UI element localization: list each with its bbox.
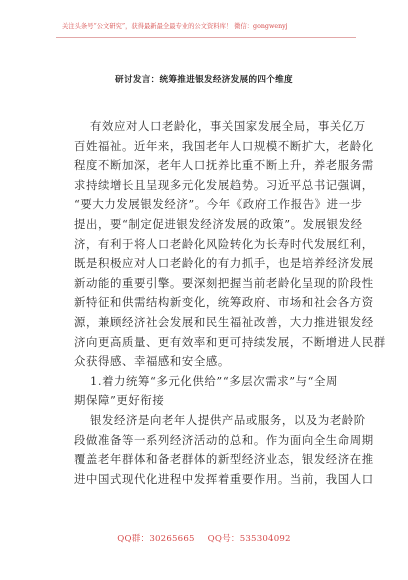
- body-line: 众获得感、幸福感和安全感。: [74, 354, 230, 369]
- body-line: 有效应对人口老龄化，事关国家发展全局，事关亿万: [90, 119, 366, 133]
- body-line: 提出，要“制定促进银发经济发展的政策”。发展银发经: [74, 216, 363, 231]
- body-line: 济向更高质量、更有效率和更可持续发展，不断增进人民群: [74, 334, 386, 349]
- body-line: 期保障”更好衔接: [74, 393, 165, 408]
- body-line: 1.着力统筹“多元化供给”“多层次需求”与“全周: [90, 373, 339, 388]
- body-line: 程度不断加深，老年人口抚养比重不断上升，养老服务需: [74, 158, 374, 173]
- body-line: 覆盖老年群体和备老群体的新型经济业态，银发经济在推: [74, 452, 374, 467]
- body-line: 求持续增长且呈现多元化发展趋势。习近平总书记强调，: [74, 177, 374, 192]
- page-header: 关注头条号“公文研究”，获得最新最全最专业的公文资料库！ 微信：gongwenyj: [62, 23, 288, 30]
- header-divider: [56, 37, 356, 38]
- body-line: 新动能的重要引擎。要深刻把握当前老龄化呈现的阶段性: [74, 275, 374, 290]
- page-footer: [0, 532, 408, 544]
- body-line: 段做准备等一系列经济活动的总和。作为面向全生命周期: [74, 432, 374, 447]
- body-line: 源，兼顾经济社会发展和民生福祉改善，大力推进银发经: [74, 314, 374, 329]
- body-line: 既是积极应对人口老龄化的有力抓手，也是培养经济发展: [74, 256, 374, 271]
- body-line: 银发经济是向老年人提供产品或服务，以及为老龄阶: [90, 412, 366, 427]
- body-line: 进中国式现代化进程中发挥着重要作用。当前，我国人口: [74, 471, 374, 486]
- body-line: 济，有利于将人口老龄化风险转化为长寿时代发展红利，: [74, 236, 374, 251]
- body-line: 百姓福祉。近年来，我国老年人口规模不断扩大，老龄化: [74, 138, 374, 153]
- document-title: 研讨发言：统筹推进银发经济发展的四个维度: [115, 75, 293, 85]
- document-body: [74, 117, 386, 489]
- body-line: 新特征和供需结构新变化，统筹政府、市场和社会各方资: [74, 295, 374, 310]
- qq-number-label: QQ号：535304092: [207, 534, 291, 544]
- qq-group-label: QQ群：30265665: [117, 534, 195, 544]
- body-line: “要大力发展银发经济”。今年《政府工作报告》进一步: [74, 197, 363, 212]
